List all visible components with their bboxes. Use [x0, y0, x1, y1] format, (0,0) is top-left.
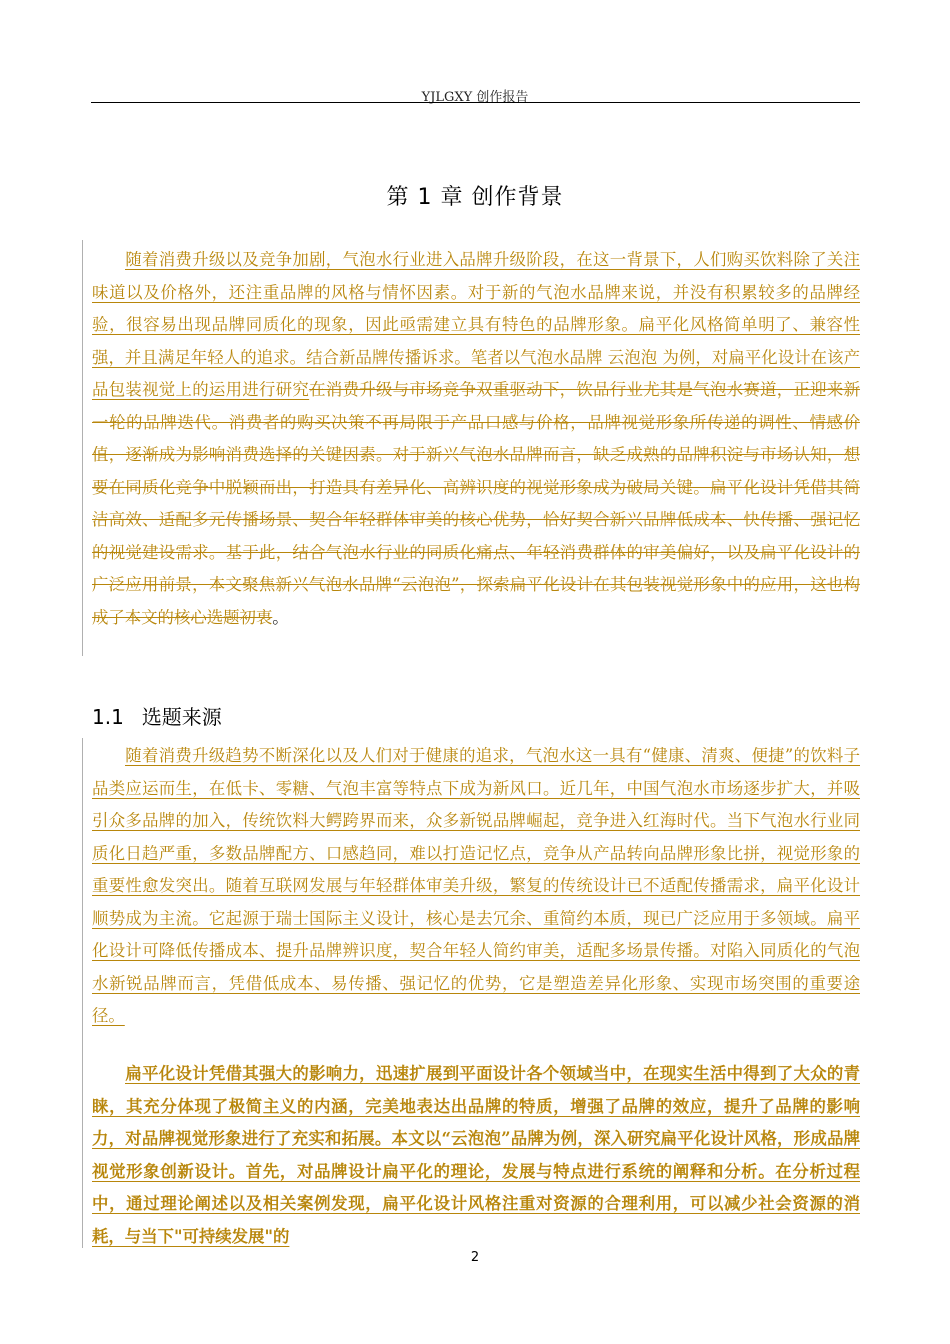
- paragraph-flat-design: [92, 1058, 860, 1253]
- running-header: YJLGXY 创作报告: [421, 90, 529, 105]
- page-number: 2: [470, 1250, 480, 1265]
- chapter-title: 第 1 章 创作背景: [386, 185, 564, 210]
- header-rule: [91, 102, 860, 103]
- inserted-bold-text: 扁平化设计凭借其强大的影响力，迅速扩展到平面设计各个领域当中，在现实生活中得到了大众的青睐，其充分体现了极简主义的内涵，完美地表达出品牌的特质，增强了品牌的效应，提升了品牌的影响力，对品牌视觉形象进行了充实和拓展。本文以“云泡泡”品牌为例，深入研究扁平化设计风格，形成品牌视觉形象创新设计。首先，对品牌设计扁平化的理论，发展与特点进行系统的阐释和分析。在分析过程中，通过理论阐述以及相关案例发现，扁平化设计风格注重对资源的合理利用，可以减少社会资源的消耗，与当下"可持续发展"的: [92, 1064, 860, 1246]
- deleted-text: 在消费升级与市场竞争双重驱动下，饮品行业尤其是气泡水赛道，正迎来新一轮的品牌迭代。消费者的购买决策不再局限于产品口感与价格，品牌视觉形象所传递的调性、情感价值，逐渐成为影响消费选择的关键因素。对于新兴气泡水品牌而言，缺乏成熟的品牌积淀与市场认知，想要在同质化竞争中脱颖而出，打造具有差异化、高辨识度的视觉形象成为破局关键。扁平化设计凭借其简洁高效、适配多元传播场景、契合年轻群体审美的核心优势，恰好契合新兴品牌低成本、快传播、强记忆的视觉建设需求。基于此，结合气泡水行业的同质化痛点、年轻消费群体的审美偏好，以及扁平化设计的广泛应用前景，本文聚焦新兴气泡水品牌“云泡泡”，探索扁平化设计在其包装视觉形象中的应用，这也构成了本文的核心选题初衷: [92, 380, 861, 627]
- paragraph-background: [92, 244, 860, 634]
- inserted-text: 随着消费升级趋势不断深化以及人们对于健康的追求，气泡水这一具有“健康、清爽、便捷”的饮料子品类应运而生，在低卡、零糖、气泡丰富等特点下成为新风口。近几年，中国气泡水市场逐步扩大，并吸引众多品牌的加入，传统饮料大鳄跨界而来，众多新锐品牌崛起，竞争进入红海时代。当下气泡水行业同质化日趋严重，多数品牌配方、口感趋同，难以打造记忆点，竞争从产品转向品牌形象比拼，视觉形象的重要性愈发突出。随着互联网发展与年轻群体审美升级，繁复的传统设计已不适配传播需求，扁平化设计顺势成为主流。它起源于瑞士国际主义设计，核心是去冗余、重简约本质，现已广泛应用于多领域。扁平化设计可降低传播成本、提升品牌辨识度，契合年轻人简约审美，适配多场景传播。对陷入同质化的气泡水新锐品牌而言，凭借低成本、易传播、强记忆的优势，它是塑造差异化形象、实现市场突围的重要途径。: [92, 746, 860, 1025]
- section-heading: [92, 701, 222, 730]
- revision-bar: [82, 738, 83, 1248]
- section-title: 选题来源: [141, 705, 222, 729]
- paragraph-topic-source: [92, 740, 860, 1033]
- paragraph-end: 。: [272, 607, 289, 627]
- inserted-text: 随着消费升级以及竞争加剧，气泡水行业进入品牌升级阶段，在这一背景下，人们购买饮料除了关注味道以及价格外，还注重品牌的风格与情怀因素。对于新的气泡水品牌来说，并没有积累较多的品牌经验，很容易出现品牌同质化的现象，因此亟需建立具有特色的品牌形象。扁平化风格简单明了、兼容性强，并且满足年轻人的追求。结合新品牌传播诉求。笔者以气泡水品牌 云泡泡 为例，对扁平化设计在该产品包装视觉上的运用进行研究: [92, 250, 860, 399]
- section-number: 1.1: [92, 705, 124, 729]
- revision-bar: [82, 240, 83, 656]
